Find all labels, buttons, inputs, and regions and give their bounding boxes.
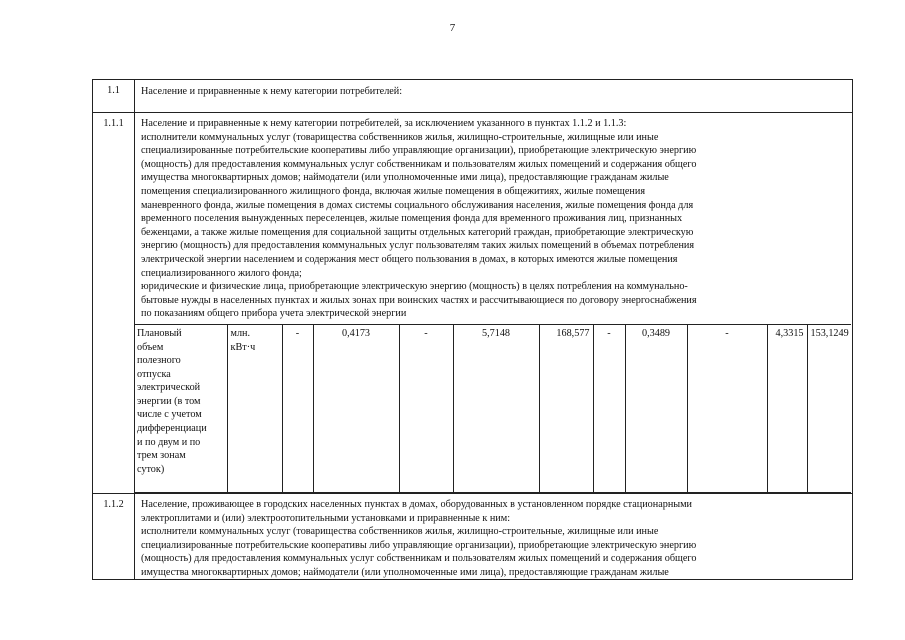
value-cell: 0,4173 [313,324,399,492]
row-description: Население и приравненные к нему категории потребителей, за исключением указанного в пунктах 1.1.2 и 1.1.3: исполнители коммунальных услуг (товарищества собственников жилья, жилищно-строительные, жилищные или иные специализированные потребительские кооперативы либо управляющие организации), приобретающие электрическую энергию (мощность) для предоставления коммунальных услуг собственникам и пользователям жилых помещений и содержания общего имущества многоквартирных домов; наймодатели (или уполномоченные ими лица), предоставляющие гражданам жилые помещения специализированного жилищного фонда, включая жилые помещения в общежитиях, жилые помещения маневренного фонда, жилые помещения в домах системы социального обслуживания населения, жилые помещения фонда для временного поселения вынужденных переселенцев, жилые помещения фонда для временного проживания лиц, признанных беженцами, а также жилые помещения для социальной защиты отдельных категорий граждан, приобретающие электрическую энергию (мощность) для предоставления коммунальных услуг пользователям таких жилых помещений в объемах потребления электрической энергии населением и содержания мест общего пользования в домах, в которых имеются жилые помещения специализированного жилого фонда; юридические и физические лица, приобретающие электрическую энергию (мощность) в целях потребления на коммунально- бытовые нужды в населенных пунктах и жилых зонах при воинских частях и рассчитывающиеся по договору энергоснабжения по показаниям общего прибора учета электрической энергии [141,118,697,320]
value-cell: - [593,324,625,492]
table-row [93,493,853,580]
indicator-label: Плановый объем полезного отпуска электрической энергии (в том числе с учетом дифференциаци и по двум и по трем зонам суток) [134,324,227,492]
row-description: Население и приравненные к нему категории потребителей: [135,80,853,113]
value-cell: 168,577 [539,324,593,492]
tariff-table [92,79,853,580]
value-cell: - [282,324,313,492]
page-number: 7 [449,22,456,34]
row-number: 1.1.1 [93,113,135,494]
table-row [134,324,851,492]
value-cell: - [399,324,453,492]
row-number: 1.1.2 [93,493,135,580]
value-cell: 5,7148 [453,324,539,492]
row-description: Население, проживающее в городских населенных пунктах в домах, оборудованных в установленном порядке стационарными электроплитами и (или) электроотопительными установками и приравненные к ним: исполнители коммунальных услуг (товарищества собственников жилья, жилищно-строительные, жилищные или иные специализированные потребительские кооперативы либо управляющие организации), приобретающие электрическую энергию (мощность) для предоставления коммунальных услуг собственникам и пользователям жилых помещений и содержания общего имущества многоквартирных домов; наймодатели (или уполномоченные ими лица), предоставляющие гражданам жилые [135,493,853,580]
row-content [135,113,853,494]
table-row [93,113,853,494]
value-cell: 153,1249 [807,324,851,492]
value-cell: 4,3315 [767,324,807,492]
value-cell: - [687,324,767,492]
unit-cell: млн. кВт·ч [227,324,282,492]
row-number: 1.1 [93,80,135,113]
table-row [93,80,853,113]
values-table [134,324,851,493]
value-cell: 0,3489 [625,324,687,492]
